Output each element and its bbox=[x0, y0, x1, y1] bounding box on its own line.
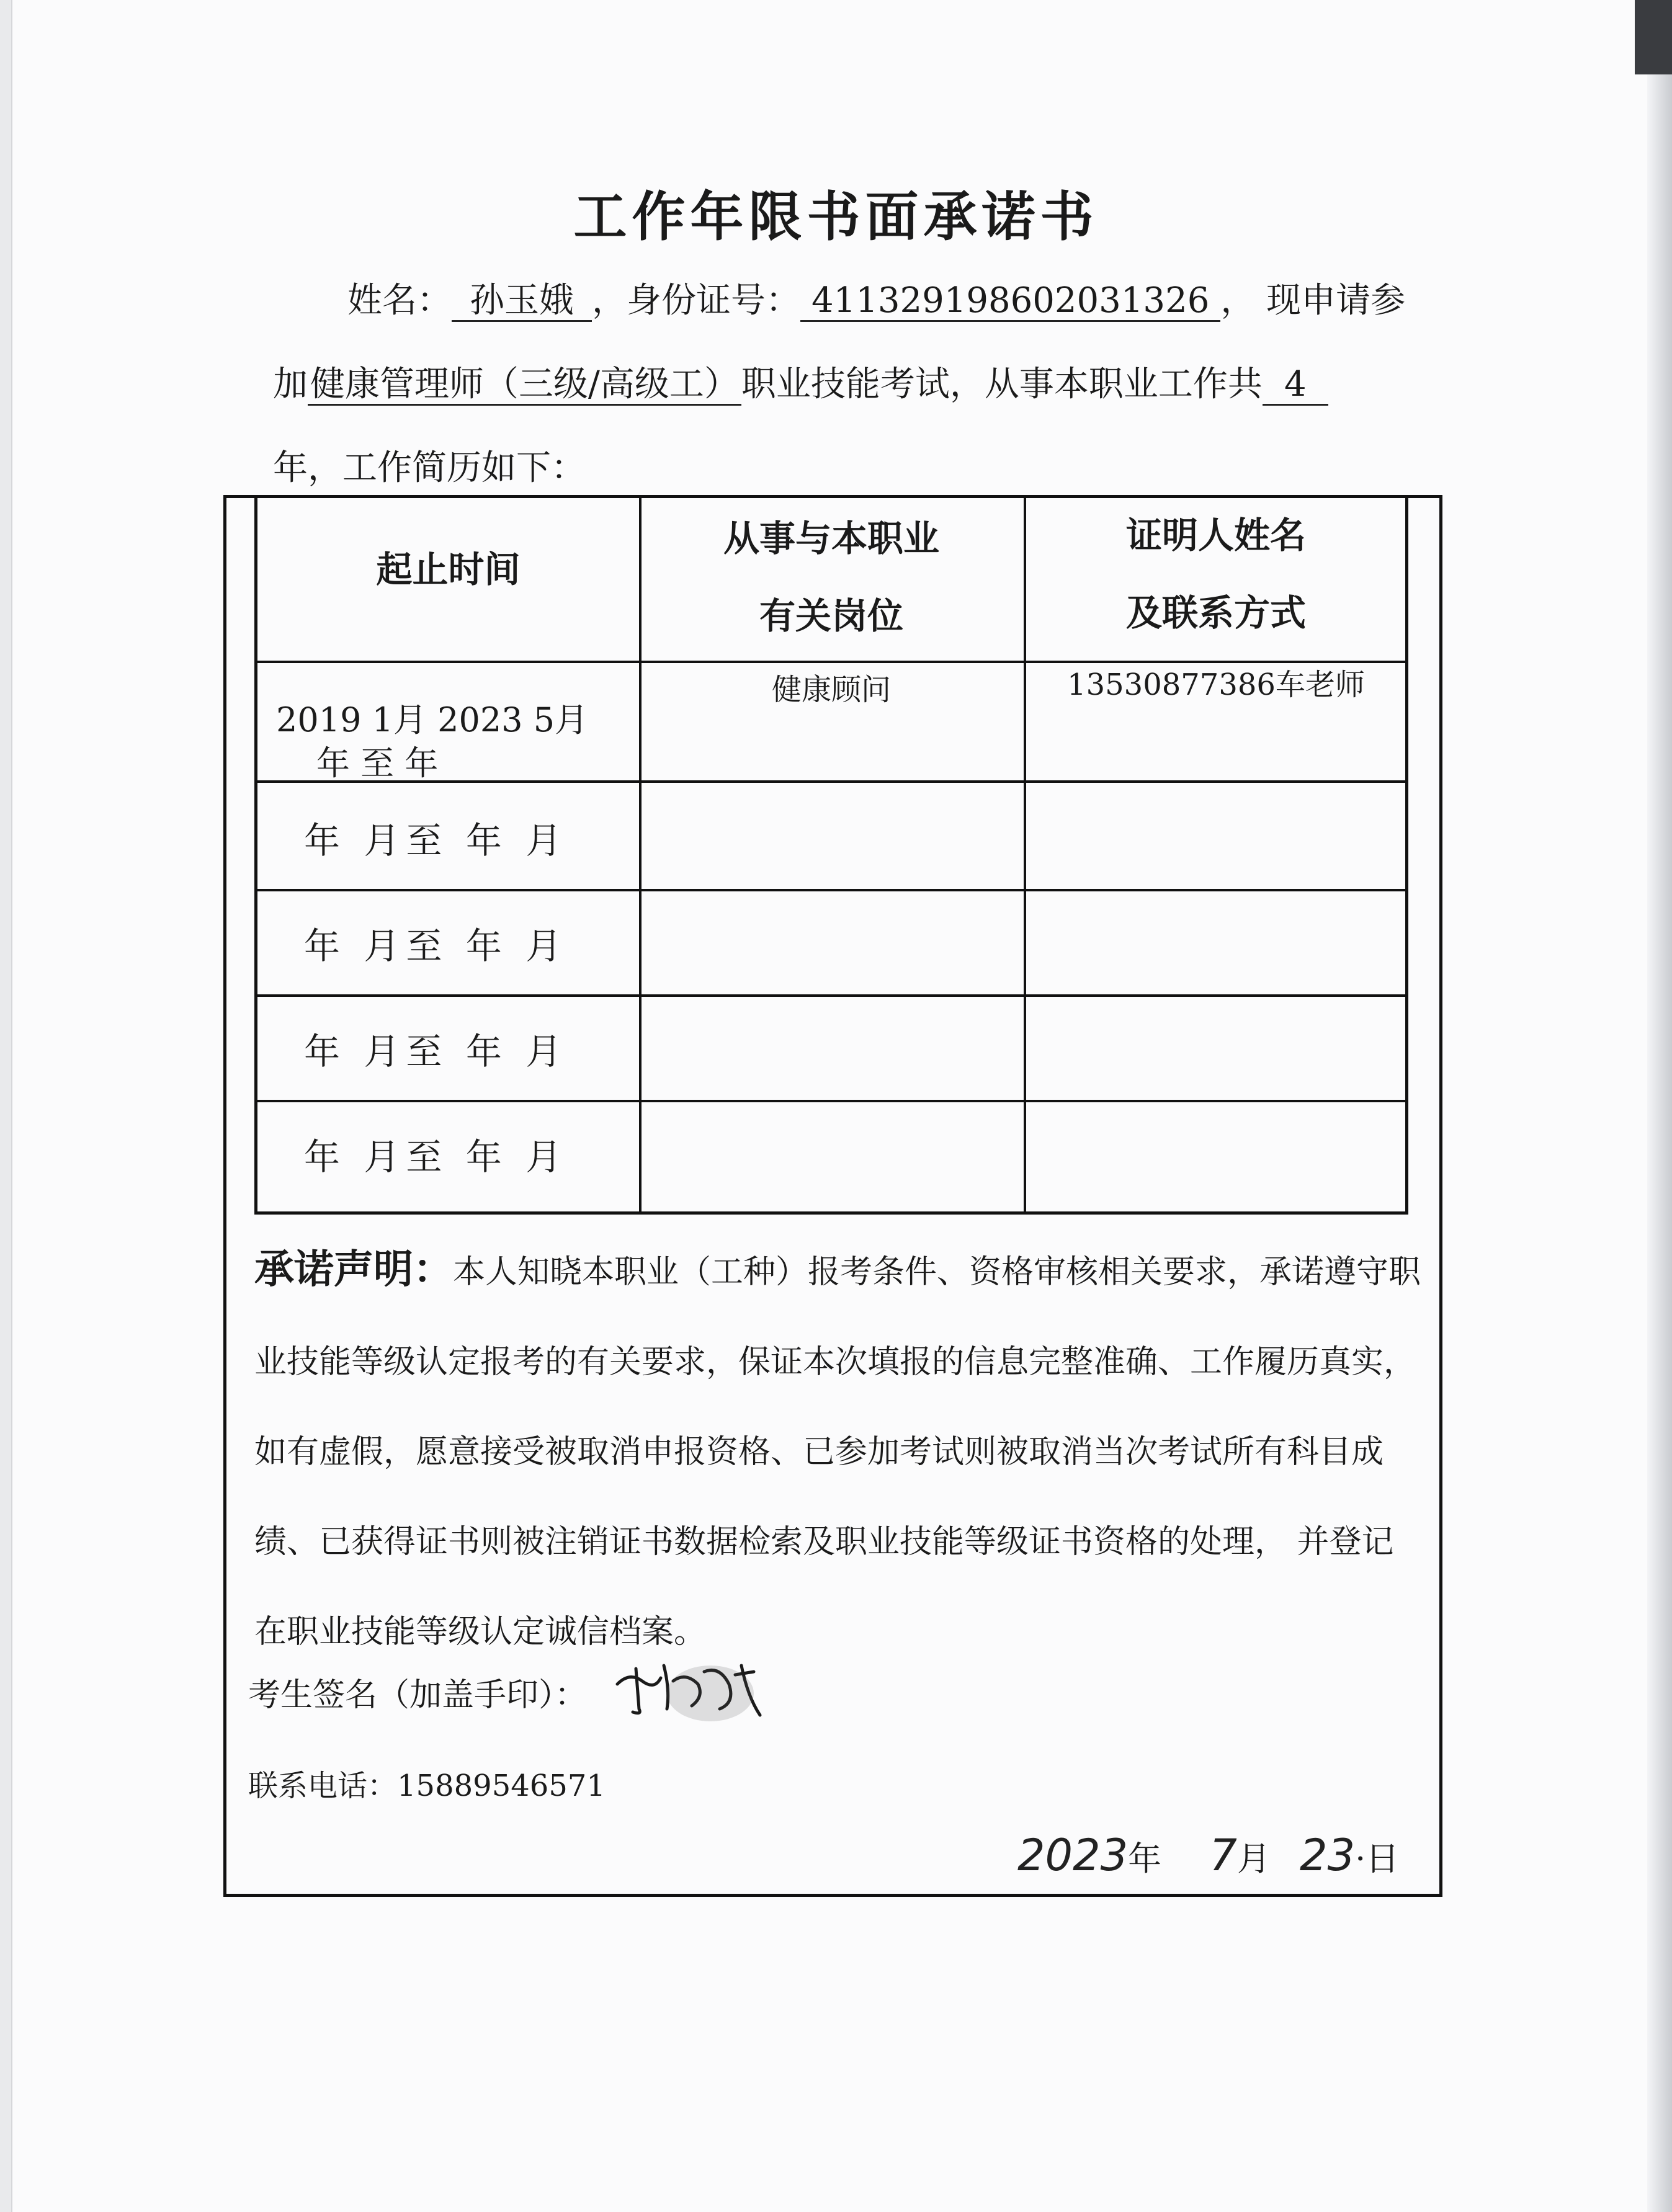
date-line bbox=[1017, 1830, 1399, 1881]
line2-prefix: 加 bbox=[273, 364, 308, 404]
header-contact-2: 及联系方式 bbox=[1125, 592, 1306, 634]
phone-label: 联系电话： bbox=[248, 1768, 398, 1803]
applicant-line bbox=[347, 273, 1405, 323]
table-row-2-period: 年 月至 年 月 bbox=[304, 819, 568, 862]
phone-value: 15889546571 bbox=[397, 1768, 606, 1803]
id-label: ，身份证号： bbox=[592, 280, 800, 321]
table-row-1-period-line2: 年 至 年 bbox=[316, 744, 439, 783]
header-contact-1: 证明人姓名 bbox=[1125, 514, 1306, 556]
header-period: 起止时间 bbox=[376, 548, 521, 591]
date-year-unit: 年 bbox=[1128, 1839, 1162, 1878]
table-row-5-period: 年 月至 年 月 bbox=[304, 1136, 568, 1178]
page-edge-shadow bbox=[1647, 0, 1672, 2212]
handwritten-signature bbox=[611, 1647, 766, 1728]
table-row-3-period: 年 月至 年 月 bbox=[304, 925, 568, 967]
years-value: 4 bbox=[1263, 365, 1328, 406]
history-intro: 年，工作简历如下： bbox=[273, 448, 586, 488]
apply-prefix: ， 现申请参 bbox=[1220, 280, 1406, 321]
background-corner bbox=[1635, 0, 1672, 74]
declaration-label: 承诺声明： bbox=[254, 1247, 453, 1293]
work-history-table bbox=[254, 495, 1408, 1215]
exam-line bbox=[273, 357, 1328, 406]
date-day-unit: ·日 bbox=[1355, 1839, 1400, 1878]
exam-value: 健康管理师（三级/高级工） bbox=[308, 365, 741, 406]
table-row-1-period-line1: 2019 1月 2023 5月 bbox=[276, 700, 589, 739]
date-month: 7 bbox=[1209, 1830, 1237, 1881]
signature-label: 考生签名（加盖手印）： bbox=[248, 1677, 588, 1714]
table-row-4-period: 年 月至 年 月 bbox=[304, 1030, 568, 1073]
line2-mid: 职业技能考试，从事本职业工作共 bbox=[741, 364, 1263, 404]
header-position-2: 有关岗位 bbox=[759, 595, 903, 637]
date-year: 2023 bbox=[1017, 1830, 1129, 1881]
declaration bbox=[254, 1225, 1421, 1677]
name-label: 姓名： bbox=[347, 280, 452, 321]
declaration-text: 本人知晓本职业（工种）报考条件、资格审核相关要求，承诺遵守职业技能等级认定报考的有关要求，保证本次填报的信息完整准确、工作履历真实，如有虚假，愿意接受被取消申报资格、已参加考试则被取消当次考试所有科目成绩、已获得证书则被注销证书数据检索及职业技能等级证书资格的处理， 并登记在职业技能等级认定诚信档案。 bbox=[254, 1254, 1421, 1651]
id-value: 411329198602031326 bbox=[800, 282, 1220, 322]
document-title: 工作年限书面承诺书 bbox=[573, 186, 1099, 248]
date-month-unit: 月 bbox=[1236, 1839, 1271, 1878]
header-position-1: 从事与本职业 bbox=[723, 517, 939, 560]
table-row-1-contact: 13530877386车老师 bbox=[1067, 667, 1365, 702]
table-row-1-position: 健康顾问 bbox=[771, 672, 891, 707]
phone-line bbox=[248, 1762, 606, 1804]
name-value: 孙玉娥 bbox=[452, 282, 592, 322]
signature-name: 孙玉娥 bbox=[689, 1724, 691, 1725]
date-day: 23 bbox=[1300, 1830, 1356, 1881]
